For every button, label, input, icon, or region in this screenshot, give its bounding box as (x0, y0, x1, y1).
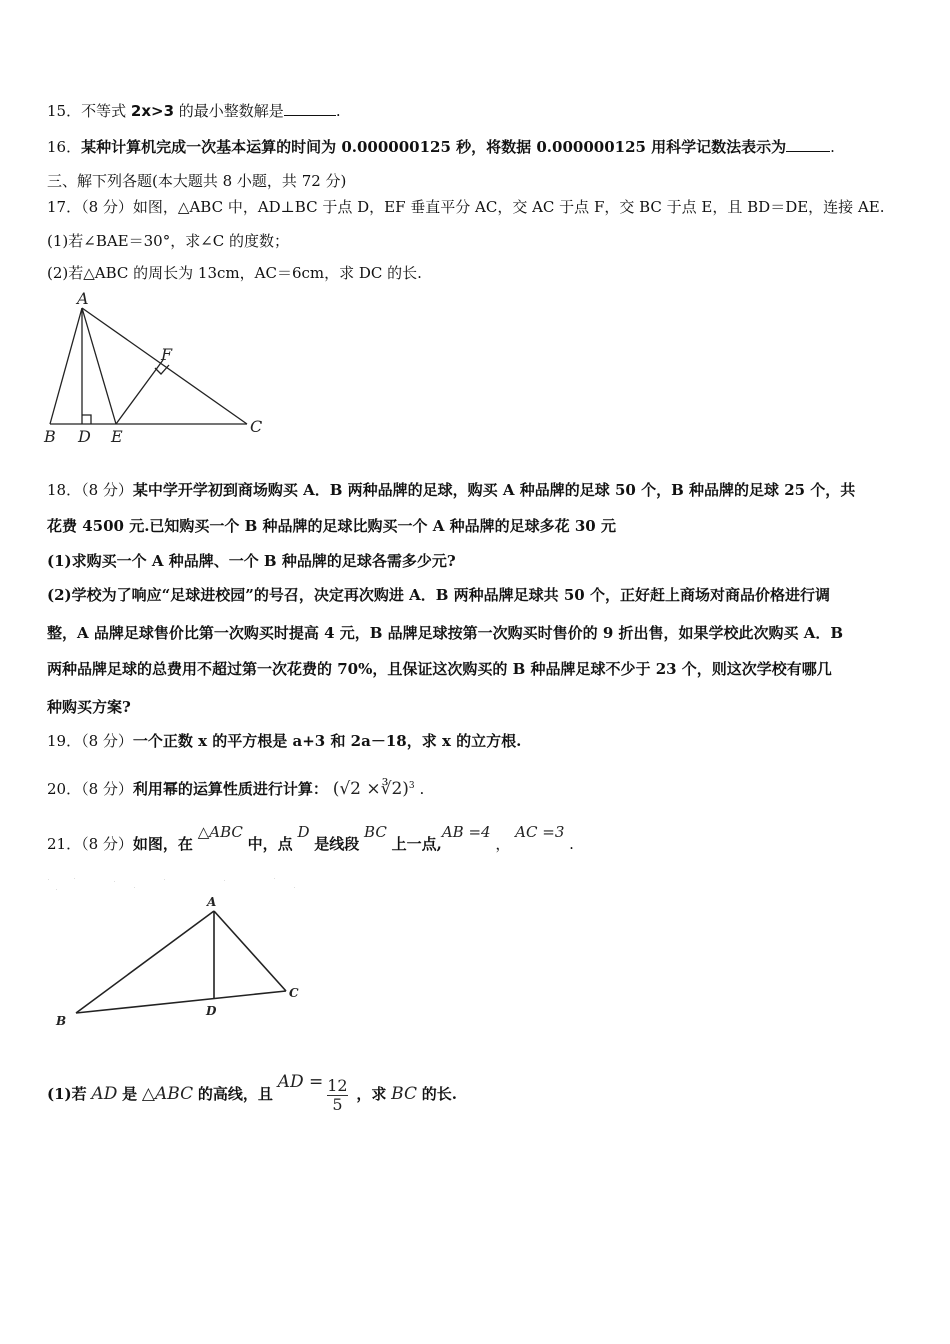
q17-label-f: F (161, 345, 173, 364)
q16-answer-blank (786, 137, 830, 152)
q17-number: 17． (47, 198, 82, 216)
q17-right-angle-d (82, 415, 91, 424)
q19-score: （8 分） (81, 732, 133, 750)
q21-part1 (47, 1074, 457, 1114)
q21-math-point-d: D (297, 823, 310, 841)
q21-edge-ab (76, 911, 214, 1013)
q20-expression: (√2 ×∛2) (332, 779, 409, 799)
q21-period: . (569, 835, 574, 853)
q20-line (47, 776, 424, 799)
q17-part1: (1)若∠BAE＝30°，求∠C 的度数； (47, 232, 290, 250)
q21-text2: 中，点 (247, 835, 293, 853)
q17-part2: (2)若△ABC 的周长为 13cm，AC＝6cm，求 DC 的长. (47, 264, 422, 282)
q18-line3: (1)求购买一个 A 种品牌、一个 B 种品牌的足球各需多少元? (47, 552, 456, 570)
q17-right-angle-f (155, 365, 169, 374)
q21-p1-prefix: (1)若 (47, 1085, 87, 1103)
q21-p1-numerator: 12 (327, 1075, 348, 1095)
q21-text1: 如图，在 (132, 835, 193, 853)
q17-label-b: B (44, 427, 56, 446)
q15-number: 15． (47, 102, 82, 120)
q17-label-c: C (250, 417, 263, 436)
q17-label-d: D (78, 427, 91, 446)
q20-score: （8 分） (81, 780, 133, 798)
q21-p1-math-ad-eq: AD = (277, 1072, 324, 1092)
q18-line1 (47, 480, 855, 500)
q18-score: （8 分） (81, 481, 133, 499)
q16-period: . (830, 138, 835, 156)
q21-p1-text1: 是 (122, 1085, 138, 1103)
q18-line2: 花费 4500 元.已知购买一个 B 种品牌的足球比购买一个 A 种品牌的足球多花 30 元 (47, 517, 616, 535)
q21-p1-fraction (327, 1077, 347, 1114)
q17-edge-ac (82, 308, 247, 424)
q15-inequality: 2x>3 (130, 102, 175, 120)
q17-edge-ab (50, 308, 82, 424)
q15-period: . (335, 102, 341, 120)
q17-stem-line (47, 197, 885, 217)
q21-math-ab: AB =4 (441, 823, 491, 841)
q21-number: 21． (47, 835, 82, 853)
q21-p1-text2: 的高线，且 (197, 1085, 273, 1103)
q21-score: （8 分） (81, 835, 133, 853)
q19-number: 19． (47, 732, 82, 750)
q18-line7: 种购买方案? (47, 698, 131, 716)
q20-text: 利用幂的运算性质进行计算： (132, 780, 328, 798)
q21-label-d: D (206, 1004, 217, 1018)
q21-stem-line (47, 823, 574, 854)
q17-label-a: A (77, 289, 89, 308)
q21-math-triangle: △ABC (197, 823, 243, 841)
q16-number: 16． (47, 138, 82, 156)
q20-period: . (419, 780, 425, 798)
q21-label-b: B (56, 1014, 67, 1028)
q20-number: 20． (47, 780, 82, 798)
q21-label-a: A (207, 895, 217, 909)
q21-separator: ， (495, 835, 511, 853)
section-title: 三、解下列各题(本大题共 8 小题，共 72 分) (47, 172, 347, 190)
q17-label-e: E (111, 427, 123, 446)
q21-p1-text3: ，求 (356, 1085, 387, 1103)
q21-label-c: C (289, 986, 299, 1000)
q21-math-ac: AC =3 (515, 823, 565, 841)
q19-line (47, 731, 521, 751)
q21-p1-math-triangle: △ABC (141, 1084, 194, 1104)
q18-number: 18． (47, 481, 82, 499)
q21-figure (44, 875, 314, 1035)
q21-text4: 上一点, (391, 835, 442, 853)
q17-segment-ae (82, 308, 116, 424)
q18-line5: 整，A 品牌足球售价比第一次购买时提高 4 元，B 品牌足球按第一次购买时售价的 9 折出售，如果学校此次购买 A．B (47, 624, 844, 642)
q18-text1: 某中学开学初到商场购买 A．B 两种品牌的足球，购买 A 种品牌的足球 50 个，B 种品牌的足球 25 个，共 (132, 481, 856, 499)
q21-text3: 是线段 (314, 835, 360, 853)
q16-line (47, 137, 835, 157)
q21-p1-text4: 的长. (421, 1085, 458, 1103)
q17-stem: 如图，△ABC 中，AD⊥BC 于点 D，EF 垂直平分 AC，交 AC 于点 F，交 BC 于点 E，且 BD＝DE，连接 AE. (132, 198, 885, 216)
q21-edge-ac (214, 911, 286, 991)
q15-line (47, 101, 341, 121)
q17-score: （8 分） (81, 198, 133, 216)
q21-p1-math-ad: AD (91, 1084, 118, 1104)
q16-text: 某种计算机完成一次基本运算的时间为 0.000000125 秒，将数据 0.000000125 用科学记数法表示为 (81, 138, 787, 156)
q15-answer-blank (284, 101, 336, 116)
q20-exponent: 3 (408, 781, 415, 791)
q19-text: 一个正数 x 的平方根是 a+3 和 2a－18，求 x 的立方根. (132, 732, 522, 750)
q18-line4: (2)学校为了响应“足球进校园”的号召，决定再次购进 A．B 两种品牌足球共 50 个，正好赶上商场对商品价格进行调 (47, 586, 830, 604)
q17-figure (40, 288, 280, 448)
q15-suffix: 的最小整数解是 (178, 102, 284, 120)
q21-edge-bc (76, 991, 286, 1013)
q18-line6: 两种品牌足球的总费用不超过第一次花费的 70%，且保证这次购买的 B 种品牌足球不少于 23 个，则这次学校有哪几 (47, 660, 832, 678)
q15-prefix: 不等式 (81, 102, 127, 120)
q21-math-segment-bc: BC (364, 823, 387, 841)
q21-p1-denominator: 5 (332, 1094, 343, 1114)
q21-p1-math-bc: BC (391, 1084, 417, 1104)
